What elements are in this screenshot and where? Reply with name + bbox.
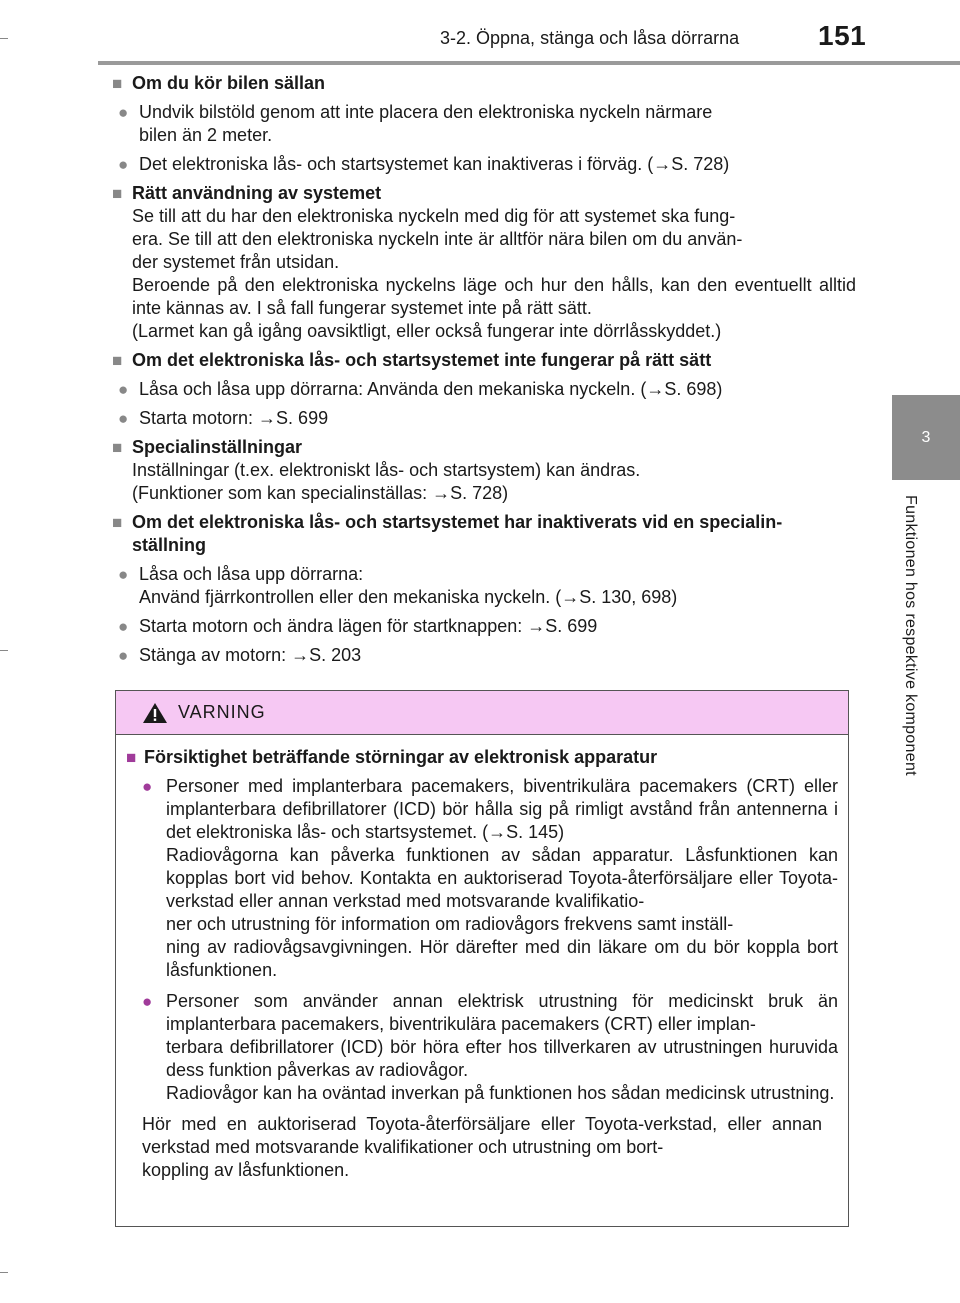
square-bullet-icon: ■: [112, 74, 123, 93]
round-bullet-icon: ●: [118, 617, 129, 636]
square-bullet-icon: ■: [126, 748, 137, 767]
bullet-item: ● Det elektroniska lås- och startsystemet kan inaktiveras i förväg. (→S. 728): [112, 153, 856, 176]
section: [112, 349, 856, 430]
warning-header: [116, 691, 848, 735]
warning-footer: Hör med en auktoriserad Toyota-återförsäljare eller Toyota-verkstad, eller annan verkstad med motsvarande kvalifikationer och utrustning om bort- koppling av låsfunktionen.: [142, 1114, 822, 1180]
section-heading: ■ Specialinställningar: [112, 437, 303, 457]
round-bullet-icon: ●: [142, 777, 153, 796]
bullet-item: ● Stänga av motorn: →S. 203: [112, 644, 856, 667]
warning-heading: ■ Försiktighet beträffande störningar av elektronisk apparatur: [126, 747, 658, 767]
section: [112, 511, 856, 667]
main-content: [112, 72, 856, 673]
section-heading: ■ Om du kör bilen sällan: [112, 73, 326, 93]
warning-body: [116, 735, 848, 1182]
bullet-item: ● Starta motorn: →S. 699: [112, 407, 856, 430]
round-bullet-icon: ●: [118, 380, 129, 399]
crop-mark: [0, 650, 8, 651]
section-paragraph: Inställningar (t.ex. elektroniskt lås- och startsystem) kan ändras. (Funktioner som kan specialinställas: →S. 728): [132, 460, 641, 503]
round-bullet-icon: ●: [118, 565, 129, 584]
square-bullet-icon: ■: [112, 438, 123, 457]
round-bullet-icon: ●: [142, 992, 153, 1011]
square-bullet-icon: ■: [112, 184, 123, 203]
bullet-item: ● Låsa och låsa upp dörrarna: Använda den mekaniska nyckeln. (→S. 698): [112, 378, 856, 401]
section: [112, 436, 856, 505]
round-bullet-icon: ●: [118, 155, 129, 174]
bullet-item: ● Undvik bilstöld genom att inte placera den elektroniska nyckeln närmare bilen än 2 meter.: [112, 101, 856, 147]
chapter-header: 3-2. Öppna, stänga och låsa dörrarna: [440, 28, 740, 48]
square-bullet-icon: ■: [112, 351, 123, 370]
section-heading: ■ Om det elektroniska lås- och startsystemet har inaktiverats vid en specialin- ställning: [112, 512, 783, 555]
bullet-item: ● Starta motorn och ändra lägen för startknappen: →S. 699: [112, 615, 856, 638]
square-bullet-icon: ■: [112, 513, 123, 532]
warning-bullet: ● Personer som använder annan elektrisk utrustning för medicinskt bruk än implanterbara pacemakers, biventrikulära pacemakers (CRT) eller implan- terbara defibrillatorer (ICD) bör höra efter hos tillverkaren av utrustningen huruvida dess funktion påverkas av radiovågor. Radiovågor kan ha oväntad inverkan på funktionen hos sådan medicinsk utrustning.: [126, 990, 838, 1105]
warning-bullet: ● Personer med implanterbara pacemakers, biventrikulära pacemakers (CRT) eller implanterbara defibrillatorer (ICD) bör hålla sig på rimligt avstånd från antennerna i det elektroniska lås- och startsystemet. (→S. 145) Radiovågorna kan påverka funktionen av sådan apparatur. Låsfunktionen kan kopplas bort vid behov. Kontakta en auktoriserad Toyota-återförsäljare eller Toyota-verkstad eller annan verkstad med motsvarande kvalifikatio- ner och utrustning för information om radiovågors frekvens samt inställ- ning av radiovågsavgivningen. Hör därefter med din läkare om du bör koppla bort låsfunktionen.: [126, 775, 838, 982]
section-heading: ■ Rätt användning av systemet: [112, 183, 382, 203]
header-rule: [98, 61, 960, 65]
warning-label: VARNING: [178, 702, 266, 722]
chapter-tab-number: 3: [921, 428, 931, 446]
chapter-tab-label: Funktionen hos respektive komponent: [902, 495, 919, 776]
round-bullet-icon: ●: [118, 103, 129, 122]
crop-mark: [0, 1272, 8, 1273]
warning-triangle-icon: [142, 702, 168, 724]
section: [112, 72, 856, 176]
section: [112, 182, 856, 343]
page-number: 151: [818, 20, 867, 51]
section-heading: ■ Om det elektroniska lås- och startsystemet inte fungerar på rätt sätt: [112, 350, 712, 370]
round-bullet-icon: ●: [118, 409, 129, 428]
section-paragraph: Se till att du har den elektroniska nyckeln med dig för att systemet ska fung- era. Se till att den elektroniska nyckeln inte är alltför nära bilen om du använ- der systemet från utsidan. Beroende på den elektroniska nyckelns läge och hur den hålls, kan den eventuellt alltid inte kännas av. I så fall fungerar systemet inte på rätt sätt. (Larmet kan gå igång oavsiktligt, eller också fungerar inte dörrlåsskyddet.): [132, 206, 856, 341]
round-bullet-icon: ●: [118, 646, 129, 665]
bullet-item: ● Låsa och låsa upp dörrarna: Använd fjärrkontrollen eller den mekaniska nyckeln. (→S. 130, 698): [112, 563, 856, 609]
chapter-tab: [892, 395, 960, 480]
crop-mark: [0, 38, 8, 39]
warning-box: [115, 690, 849, 1227]
